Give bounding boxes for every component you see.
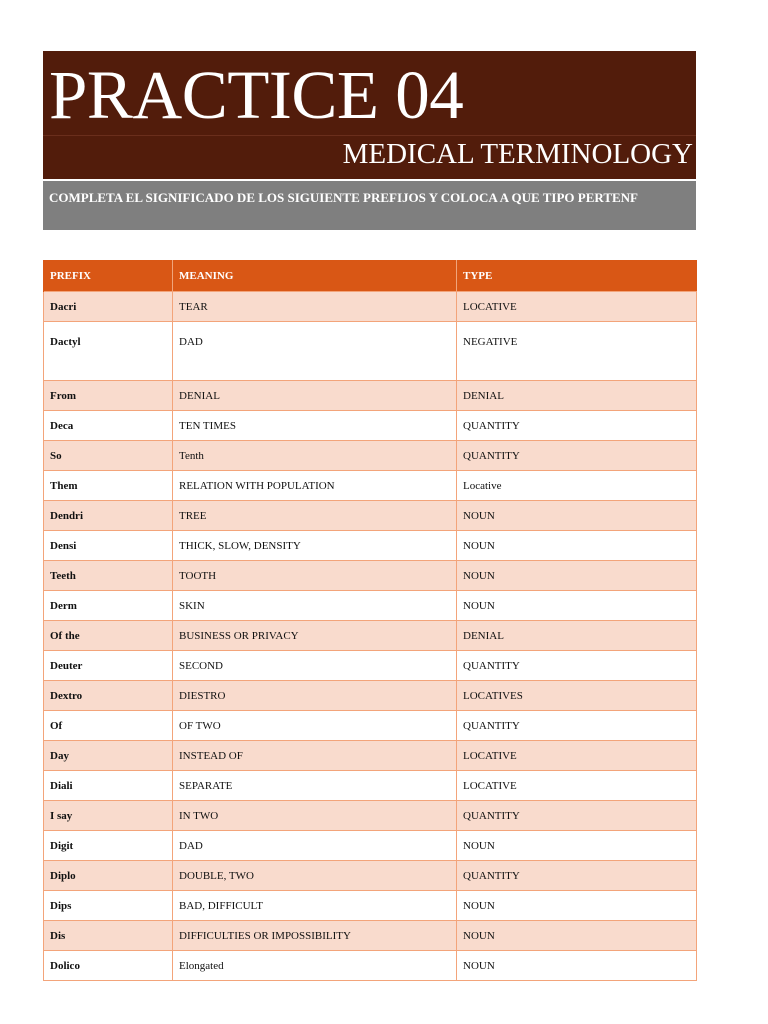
type-cell: LOCATIVES	[457, 681, 697, 711]
type-cell: NOUN	[457, 891, 697, 921]
table-row	[44, 711, 697, 741]
type-cell: NEGATIVE	[457, 322, 697, 381]
table-row	[44, 801, 697, 831]
meaning-cell: DAD	[173, 831, 457, 861]
title-divider	[43, 135, 696, 136]
table-row	[44, 411, 697, 441]
type-cell: LOCATIVE	[457, 292, 697, 322]
table-row	[44, 891, 697, 921]
prefix-cell: Teeth	[44, 561, 173, 591]
prefix-cell: Of	[44, 711, 173, 741]
prefix-cell: Densi	[44, 531, 173, 561]
prefix-cell: Digit	[44, 831, 173, 861]
type-cell: DENIAL	[457, 621, 697, 651]
page-subtitle: MEDICAL TERMINOLOGY	[342, 138, 693, 170]
prefix-table	[43, 260, 697, 981]
table-row	[44, 681, 697, 711]
table-row	[44, 471, 697, 501]
prefix-cell: Dextro	[44, 681, 173, 711]
table-body	[44, 292, 697, 981]
table-row	[44, 951, 697, 981]
prefix-cell: Day	[44, 741, 173, 771]
prefix-cell: Deca	[44, 411, 173, 441]
prefix-cell: Dacri	[44, 292, 173, 322]
table-row	[44, 771, 697, 801]
meaning-cell: IN TWO	[173, 801, 457, 831]
type-cell: Locative	[457, 471, 697, 501]
meaning-cell: DIESTRO	[173, 681, 457, 711]
meaning-cell: TREE	[173, 501, 457, 531]
prefix-cell: I say	[44, 801, 173, 831]
type-cell: QUANTITY	[457, 441, 697, 471]
type-cell: NOUN	[457, 561, 697, 591]
table-row	[44, 501, 697, 531]
table-row	[44, 531, 697, 561]
prefix-cell: Dactyl	[44, 322, 173, 381]
table-row	[44, 441, 697, 471]
meaning-cell: BAD, DIFFICULT	[173, 891, 457, 921]
meaning-cell: RELATION WITH POPULATION	[173, 471, 457, 501]
type-cell: DENIAL	[457, 381, 697, 411]
prefix-cell: So	[44, 441, 173, 471]
table-row	[44, 621, 697, 651]
meaning-cell: INSTEAD OF	[173, 741, 457, 771]
meaning-cell: SKIN	[173, 591, 457, 621]
meaning-cell: TOOTH	[173, 561, 457, 591]
page-title: PRACTICE 04	[49, 57, 464, 133]
meaning-cell: TEN TIMES	[173, 411, 457, 441]
meaning-cell: SEPARATE	[173, 771, 457, 801]
type-cell: LOCATIVE	[457, 741, 697, 771]
table-row	[44, 831, 697, 861]
table-row	[44, 651, 697, 681]
type-cell: QUANTITY	[457, 711, 697, 741]
type-cell: QUANTITY	[457, 651, 697, 681]
prefix-cell: Them	[44, 471, 173, 501]
type-cell: NOUN	[457, 531, 697, 561]
instruction-text: COMPLETA EL SIGNIFICADO DE LOS SIGUIENTE PREFIJOS Y COLOCA A QUE TIPO PERTENF	[49, 190, 638, 205]
meaning-cell: SECOND	[173, 651, 457, 681]
type-cell: LOCATIVE	[457, 771, 697, 801]
table-row	[44, 322, 697, 381]
meaning-cell: Elongated	[173, 951, 457, 981]
prefix-cell: Dis	[44, 921, 173, 951]
type-cell: NOUN	[457, 921, 697, 951]
column-header-prefix: PREFIX	[44, 260, 173, 292]
table-row	[44, 741, 697, 771]
instruction-banner	[43, 181, 696, 230]
prefix-cell: Diali	[44, 771, 173, 801]
prefix-cell: Diplo	[44, 861, 173, 891]
meaning-cell: DOUBLE, TWO	[173, 861, 457, 891]
title-banner	[43, 51, 696, 179]
table-row	[44, 861, 697, 891]
meaning-cell: DENIAL	[173, 381, 457, 411]
column-header-type: TYPE	[457, 260, 697, 292]
type-cell: QUANTITY	[457, 801, 697, 831]
type-cell: QUANTITY	[457, 411, 697, 441]
prefix-cell: Dips	[44, 891, 173, 921]
type-cell: NOUN	[457, 951, 697, 981]
table-row	[44, 292, 697, 322]
type-cell: NOUN	[457, 831, 697, 861]
table-row	[44, 591, 697, 621]
prefix-cell: Derm	[44, 591, 173, 621]
meaning-cell: TEAR	[173, 292, 457, 322]
type-cell: NOUN	[457, 501, 697, 531]
type-cell: NOUN	[457, 591, 697, 621]
meaning-cell: BUSINESS OR PRIVACY	[173, 621, 457, 651]
meaning-cell: DAD	[173, 322, 457, 381]
prefix-cell: Dendri	[44, 501, 173, 531]
prefix-cell: Dolico	[44, 951, 173, 981]
meaning-cell: THICK, SLOW, DENSITY	[173, 531, 457, 561]
meaning-cell: OF TWO	[173, 711, 457, 741]
table-header-row	[44, 260, 697, 292]
prefix-cell: Of the	[44, 621, 173, 651]
table-row	[44, 381, 697, 411]
table-row	[44, 921, 697, 951]
table-row	[44, 561, 697, 591]
meaning-cell: DIFFICULTIES OR IMPOSSIBILITY	[173, 921, 457, 951]
prefix-cell: From	[44, 381, 173, 411]
column-header-meaning: MEANING	[173, 260, 457, 292]
type-cell: QUANTITY	[457, 861, 697, 891]
meaning-cell: Tenth	[173, 441, 457, 471]
prefix-cell: Deuter	[44, 651, 173, 681]
